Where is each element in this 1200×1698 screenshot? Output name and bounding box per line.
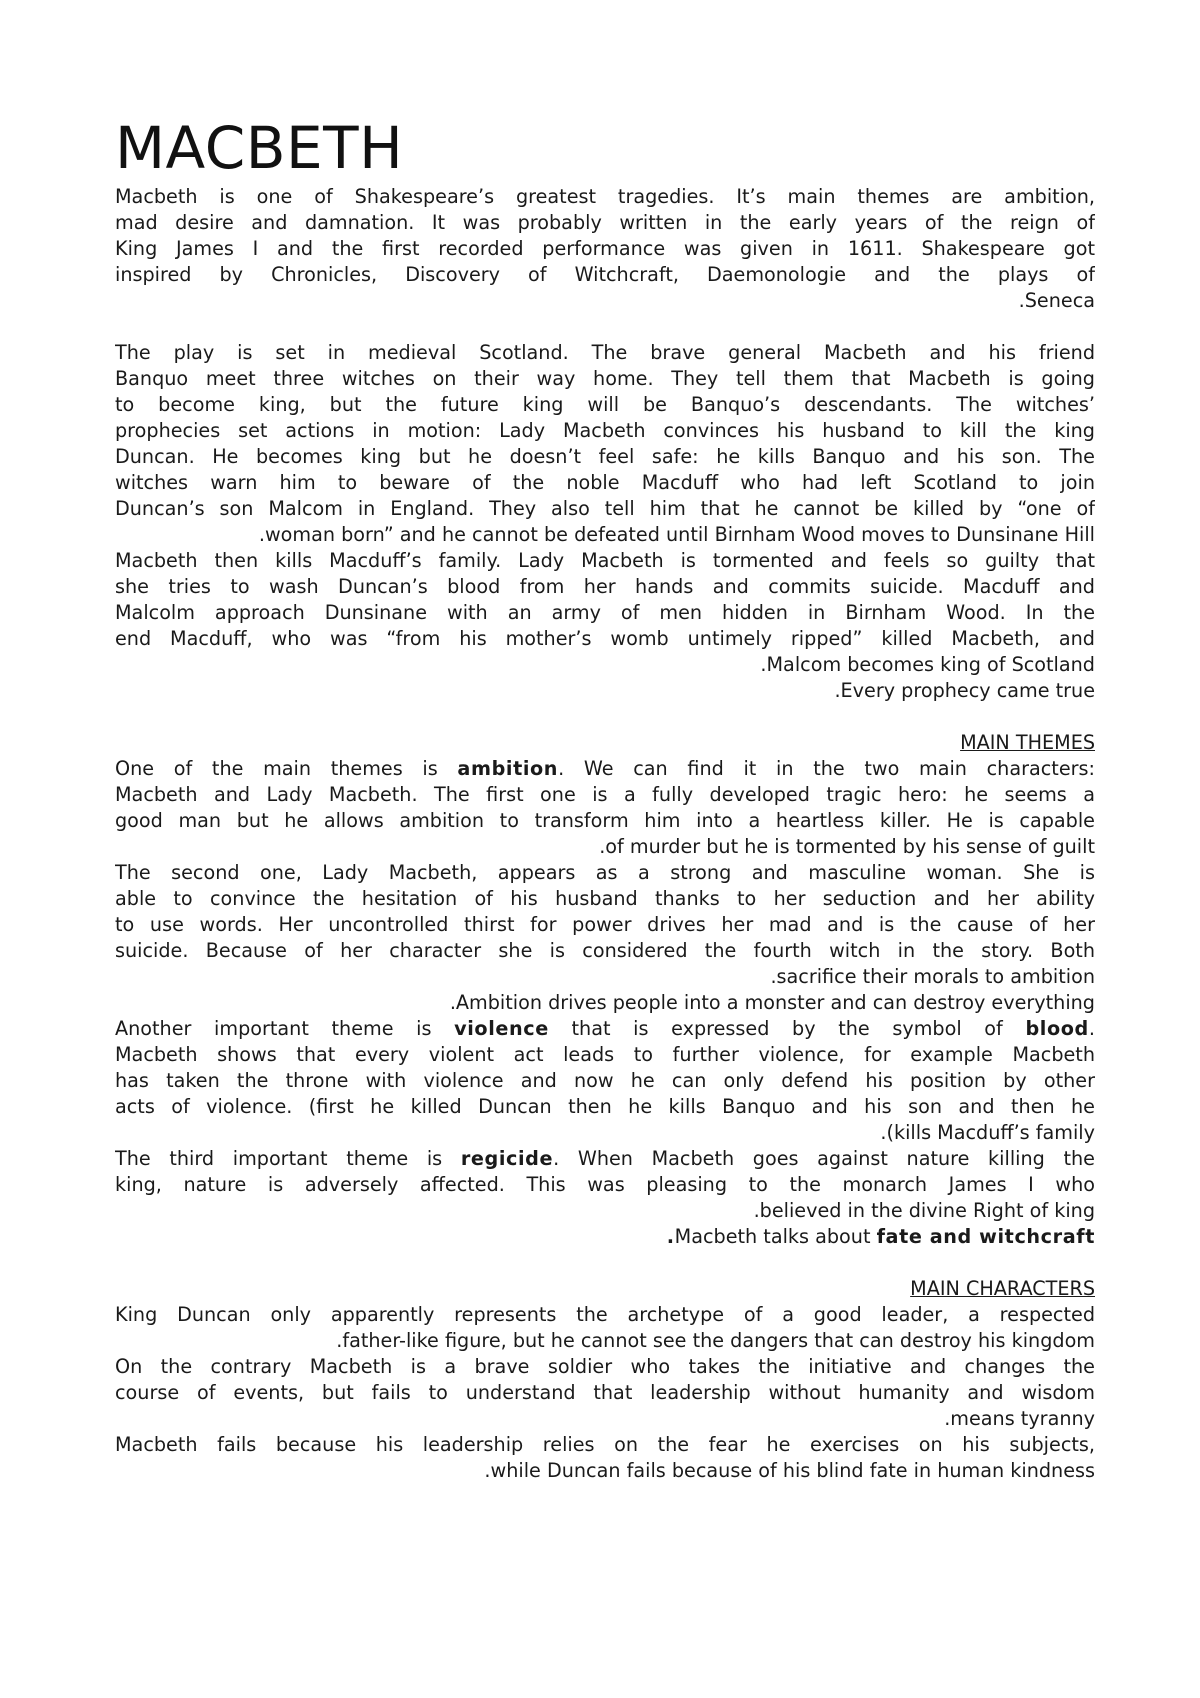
text-line: suicide. Because of her character she is considered the fourth witch in the story. Both [115,939,1095,962]
text-line: course of events, but fails to understand that leadership without humanity and wisdom [115,1381,1095,1404]
text-line: to become king, but the future king will be Banquo’s descendants. The witches’ [115,393,1095,416]
text-line: mad desire and damnation. It was probably written in the early years of the reign of [115,211,1095,234]
regicide-first-line [115,1146,1095,1172]
keyword-violence: violence [454,1017,549,1040]
violence-first-line [115,1016,1095,1042]
text-run: that is expressed by the symbol of [548,1017,1026,1040]
text-line: .father-like figure, but he cannot see the dangers that can destroy his kingdom [336,1329,1095,1352]
themes-section [115,730,1095,1250]
text-line: .Malcom becomes king of Scotland [760,653,1095,676]
keyword-ambition: ambition [457,757,559,780]
document-page [115,112,1095,1484]
text-line: .woman born” and he cannot be defeated until Birnham Wood moves to Dunsinane Hill [258,523,1095,546]
paragraph-spacer [115,1250,1095,1276]
text-line: she tries to wash Duncan’s blood from her hands and commits suicide. Macduff and [115,575,1095,598]
text-line: Macbeth is one of Shakespeare’s greatest tragedies. It’s main themes are ambition, [115,185,1095,208]
keyword-blood: blood [1025,1017,1089,1040]
text-line: prophecies set actions in motion: Lady Macbeth convinces his husband to kill the king [115,419,1095,442]
text-line: On the contrary Macbeth is a brave soldier who takes the initiative and changes the [115,1355,1095,1378]
text-line: .Every prophecy came true [834,679,1095,702]
text-line: The play is set in medieval Scotland. The brave general Macbeth and his friend [115,341,1095,364]
text-line: .Seneca [1018,289,1095,312]
text-line: Duncan’s son Malcom in England. They also tell him that he cannot be killed by “one of [115,497,1095,520]
paragraph-spacer [115,704,1095,730]
text-line: inspired by Chronicles, Discovery of Witchcraft, Daemonologie and the plays of [115,263,1095,286]
text-line: good man but he allows ambition to transform him into a heartless killer. He is capable [115,809,1095,832]
text-line: to use words. Her uncontrolled thirst for power drives her mad and is the cause of her [115,913,1095,936]
text-run: The third important theme is [115,1147,461,1170]
text-line: Macbeth fails because his leadership relies on the fear he exercises on his subjects, [115,1433,1095,1456]
text-line: .Ambition drives people into a monster and can destroy everything [449,991,1095,1014]
text-line: .of murder but he is tormented by his sense of guilt [599,835,1095,858]
text-run: . We can find it in the two main characters: [558,757,1095,780]
paragraph-spacer [115,314,1095,340]
text-line: Banquo meet three witches on their way home. They tell them that Macbeth is going [115,367,1095,390]
document-title: MACBETH [115,114,404,182]
text-line: King James I and the first recorded performance was given in 1611. Shakespeare got [115,237,1095,260]
text-run: Another important theme is [115,1017,455,1040]
text-line: King Duncan only apparently represents the archetype of a good leader, a respected [115,1303,1095,1326]
ambition-first-line [115,756,1095,782]
text-line: .means tyranny [944,1407,1095,1430]
text-line: .sacrifice their morals to ambition [770,965,1095,988]
text-line: Macbeth and Lady Macbeth. The first one is a fully developed tragic hero: he seems a [115,783,1095,806]
fate-period: . [666,1225,675,1248]
text-line: .believed in the divine Right of king [753,1199,1095,1222]
text-line: .(kills Macduff’s family [880,1121,1095,1144]
characters-section [115,1276,1095,1484]
text-run: Macbeth talks about [674,1225,877,1248]
text-line: Macbeth shows that every violent act leads to further violence, for example Macbeth [115,1043,1095,1066]
fate-line [115,1224,1095,1250]
themes-heading: MAIN THEMES [960,731,1095,754]
text-line: acts of violence. (first he killed Duncan then he kills Banquo and his son and then he [115,1095,1095,1118]
keyword-fate-witchcraft: fate and witchcraft [876,1225,1095,1248]
keyword-regicide: regicide [460,1147,554,1170]
text-run: . [1088,1017,1095,1040]
text-line: able to convince the hesitation of his husband thanks to her seduction and her ability [115,887,1095,910]
text-line: Malcolm approach Dunsinane with an army of men hidden in Birnham Wood. In the [115,601,1095,624]
text-line: witches warn him to beware of the noble Macduff who had left Scotland to join [115,471,1095,494]
text-line: king, nature is adversely affected. This was pleasing to the monarch James I who [115,1173,1095,1196]
plot-paragraph [115,340,1095,704]
text-line: .while Duncan fails because of his blind fate in human kindness [484,1459,1095,1482]
text-line: Duncan. He becomes king but he doesn’t feel safe: he kills Banquo and his son. The [115,445,1095,468]
text-line: has taken the throne with violence and now he can only defend his position by other [115,1069,1095,1092]
text-line: end Macduff, who was “from his mother’s womb untimely ripped” killed Macbeth, and [115,627,1095,650]
intro-paragraph [115,184,1095,314]
characters-heading: MAIN CHARACTERS [910,1277,1095,1300]
text-run: One of the main themes is [115,757,458,780]
text-run: . When Macbeth goes against nature killing the [553,1147,1095,1170]
text-line: The second one, Lady Macbeth, appears as a strong and masculine woman. She is [115,861,1095,884]
text-line: Macbeth then kills Macduff’s family. Lady Macbeth is tormented and feels so guilty that [115,549,1095,572]
